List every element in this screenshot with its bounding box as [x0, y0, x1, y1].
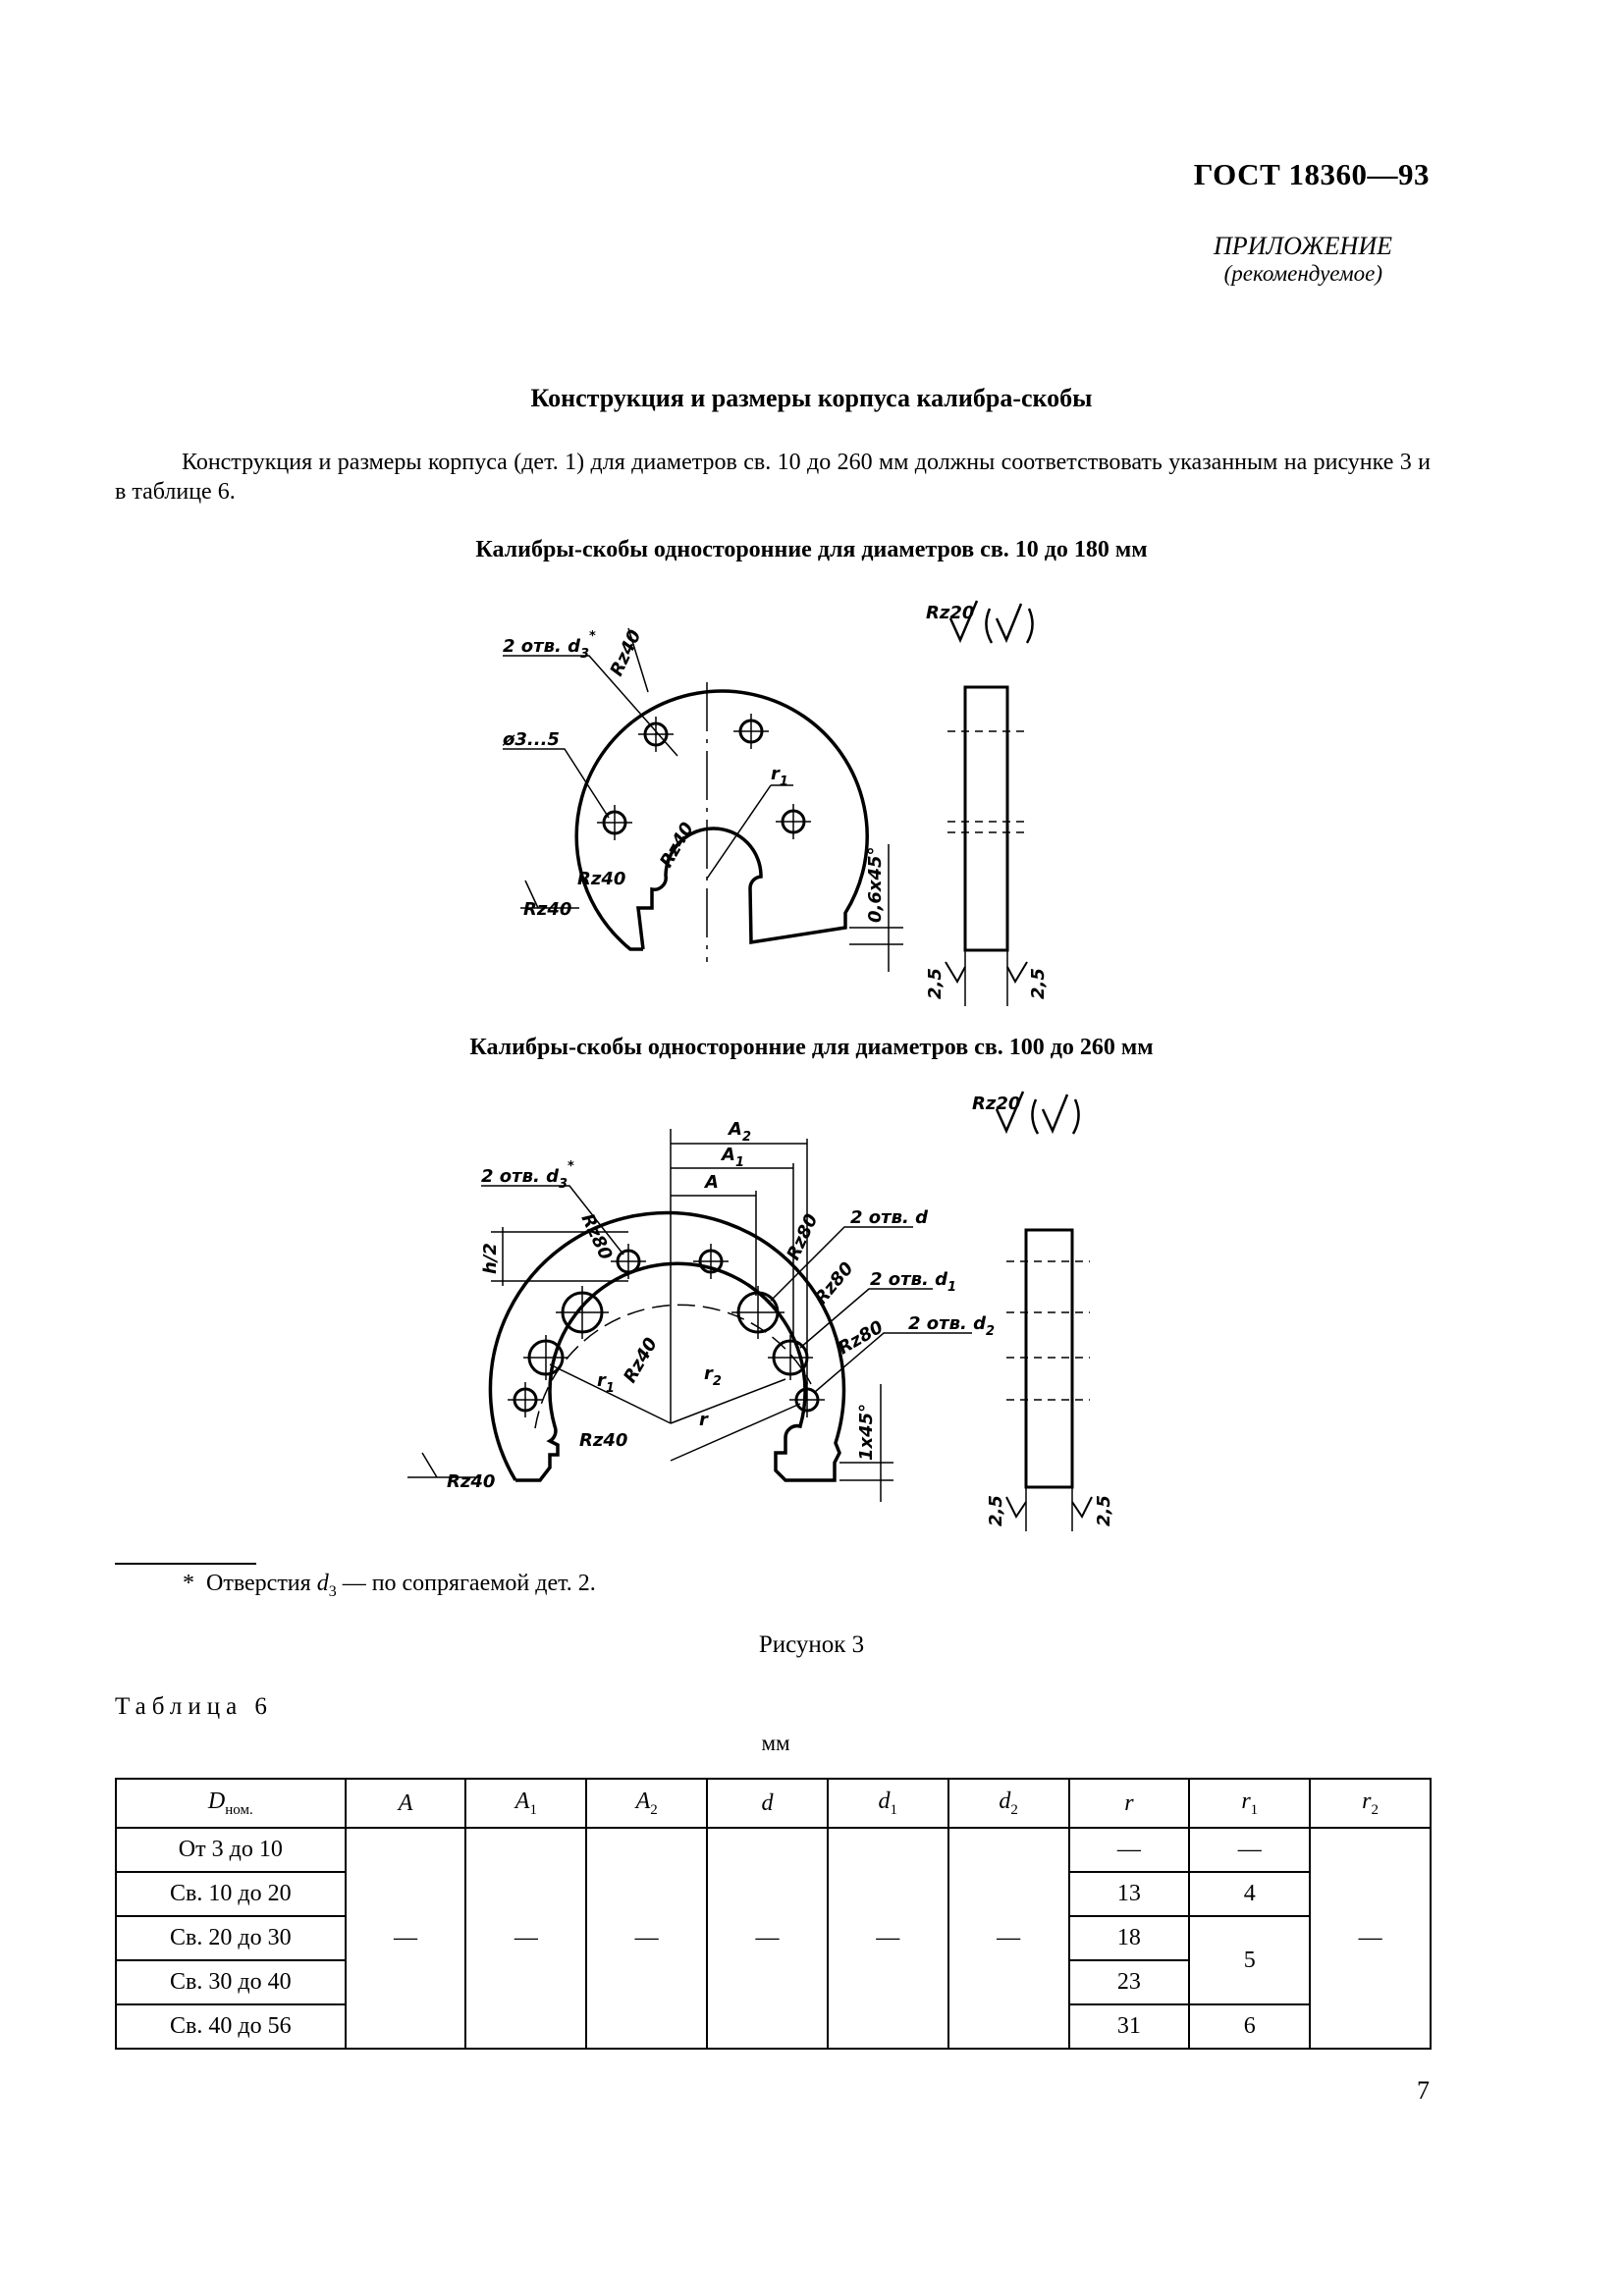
- header-d: d: [707, 1779, 828, 1828]
- cell-a2: —: [586, 1828, 707, 2049]
- row-label: Св. 10 до 20: [116, 1872, 346, 1916]
- appendix-title: ПРИЛОЖЕНИЕ: [1214, 232, 1392, 260]
- cell-r1: 6: [1189, 2004, 1310, 2049]
- fig1-thk-left: 2,5: [925, 968, 946, 999]
- fig2-a1: $A_1$: [722, 1145, 744, 1170]
- drawing-2-labels: [447, 1094, 1114, 1526]
- fig2-hole-d: 2 отв. d: [850, 1207, 928, 1228]
- fig2-hole-d1: 2 отв. $d_1$: [870, 1269, 957, 1295]
- fig2-rz80-c: Rz80: [835, 1316, 888, 1360]
- row-label: Св. 30 до 40: [116, 1960, 346, 2004]
- fig1-rz40-top: Rz40: [606, 626, 646, 680]
- cell-r: 31: [1069, 2004, 1190, 2049]
- fig2-rz80-a: Rz80: [783, 1210, 823, 1264]
- fig2-a: A: [705, 1172, 719, 1193]
- fig1-holes-label: 2 отв. $d_3^*$: [503, 629, 596, 662]
- cell-d1: —: [828, 1828, 948, 2049]
- fig2-rz20: Rz20: [972, 1094, 1021, 1114]
- fig2-r1: $r_1$: [597, 1370, 615, 1396]
- header-a: A: [346, 1779, 466, 1828]
- drawing-2: [407, 1092, 1092, 1531]
- fig1-rz40-inner: Rz40: [656, 819, 699, 872]
- fig2-r: r: [699, 1410, 708, 1430]
- fig2-chamfer: 1x45°: [856, 1403, 877, 1461]
- table-row: [116, 1828, 1431, 1872]
- fig1-rz40-left: Rz40: [523, 899, 572, 920]
- table-units: мм: [761, 1731, 790, 1755]
- intro-paragraph: Конструкция и размеры корпуса (дет. 1) для диаметров св. 10 до 260 мм должны соответствовать указанным на рисунке 3 и в таблице 6.: [115, 450, 1431, 505]
- fig1-thk-right: 2,5: [1028, 968, 1049, 999]
- cell-r: —: [1069, 1828, 1190, 1872]
- header-r: r: [1069, 1779, 1190, 1828]
- header-d1: $d_1$: [828, 1779, 948, 1828]
- header-d-nom: $D_{ном.}$: [116, 1779, 346, 1828]
- figure-1-caption: Калибры-скобы односторонние для диаметров св. 10 до 180 мм: [475, 537, 1148, 562]
- fig1-dia-label: ø3...5: [503, 729, 560, 750]
- cell-r: 13: [1069, 1872, 1190, 1916]
- appendix-note: (рекомендуемое): [1223, 261, 1382, 286]
- fig2-rz40-left: Rz40: [447, 1471, 496, 1492]
- cell-r2: —: [1310, 1828, 1431, 2049]
- cell-r1: —: [1189, 1828, 1310, 1872]
- page-number: 7: [1417, 2076, 1430, 2105]
- footnote: * Отверстия $d_3$ — по сопрягаемой дет. 2.: [183, 1571, 596, 1600]
- fig1-rz40-mid: Rz40: [577, 869, 626, 889]
- fig2-r2: $r_2$: [704, 1363, 722, 1389]
- figure-label: Рисунок 3: [758, 1631, 865, 1658]
- row-label: Св. 40 до 56: [116, 2004, 346, 2049]
- dimensions-table: [115, 1778, 1432, 2050]
- cell-r: 18: [1069, 1916, 1190, 1960]
- section-title: Конструкция и размеры корпуса калибра-скобы: [530, 384, 1093, 412]
- fig2-thk-left: 2,5: [986, 1495, 1006, 1526]
- fig2-h2: h/2: [480, 1243, 501, 1274]
- row-label: От 3 до 10: [116, 1828, 346, 1872]
- fig2-rz80-top: Rz80: [576, 1210, 617, 1263]
- cell-r: 23: [1069, 1960, 1190, 2004]
- fig2-thk-right: 2,5: [1094, 1495, 1114, 1526]
- header-a2: $A_2$: [586, 1779, 707, 1828]
- fig2-rz40-mid: Rz40: [579, 1430, 628, 1451]
- header-d2: $d_2$: [948, 1779, 1069, 1828]
- header-r2: $r_2$: [1310, 1779, 1431, 1828]
- table-header-row: [116, 1779, 1431, 1828]
- cell-r1: 4: [1189, 1872, 1310, 1916]
- fig1-rz20: Rz20: [926, 603, 975, 623]
- document-code: ГОСТ 18360—93: [1193, 157, 1430, 191]
- fig2-rz80-b: Rz80: [810, 1257, 858, 1309]
- figure-2-caption: Калибры-скобы односторонние для диаметров св. 100 до 260 мм: [469, 1035, 1154, 1060]
- cell-d: —: [707, 1828, 828, 2049]
- header-r1: $r_1$: [1189, 1779, 1310, 1828]
- fig1-r1-label: $r_1$: [771, 764, 788, 789]
- fig2-hole-d2: 2 отв. $d_2$: [908, 1313, 996, 1339]
- table-label: Таблица 6: [115, 1693, 273, 1720]
- cell-r1: 5: [1189, 1916, 1310, 2004]
- footnote-rule: [115, 1563, 256, 1565]
- cell-a1: —: [465, 1828, 586, 2049]
- header-a1: $A_1$: [465, 1779, 586, 1828]
- cell-d2: —: [948, 1828, 1069, 2049]
- fig2-a2: $A_2$: [729, 1119, 751, 1145]
- fig1-chamfer: 0,6x45°: [865, 846, 886, 923]
- fig2-holes: 2 отв. $d_3^*$: [481, 1159, 574, 1192]
- row-label: Св. 20 до 30: [116, 1916, 346, 1960]
- fig2-rz40-inner: Rz40: [620, 1334, 663, 1387]
- cell-a: —: [346, 1828, 466, 2049]
